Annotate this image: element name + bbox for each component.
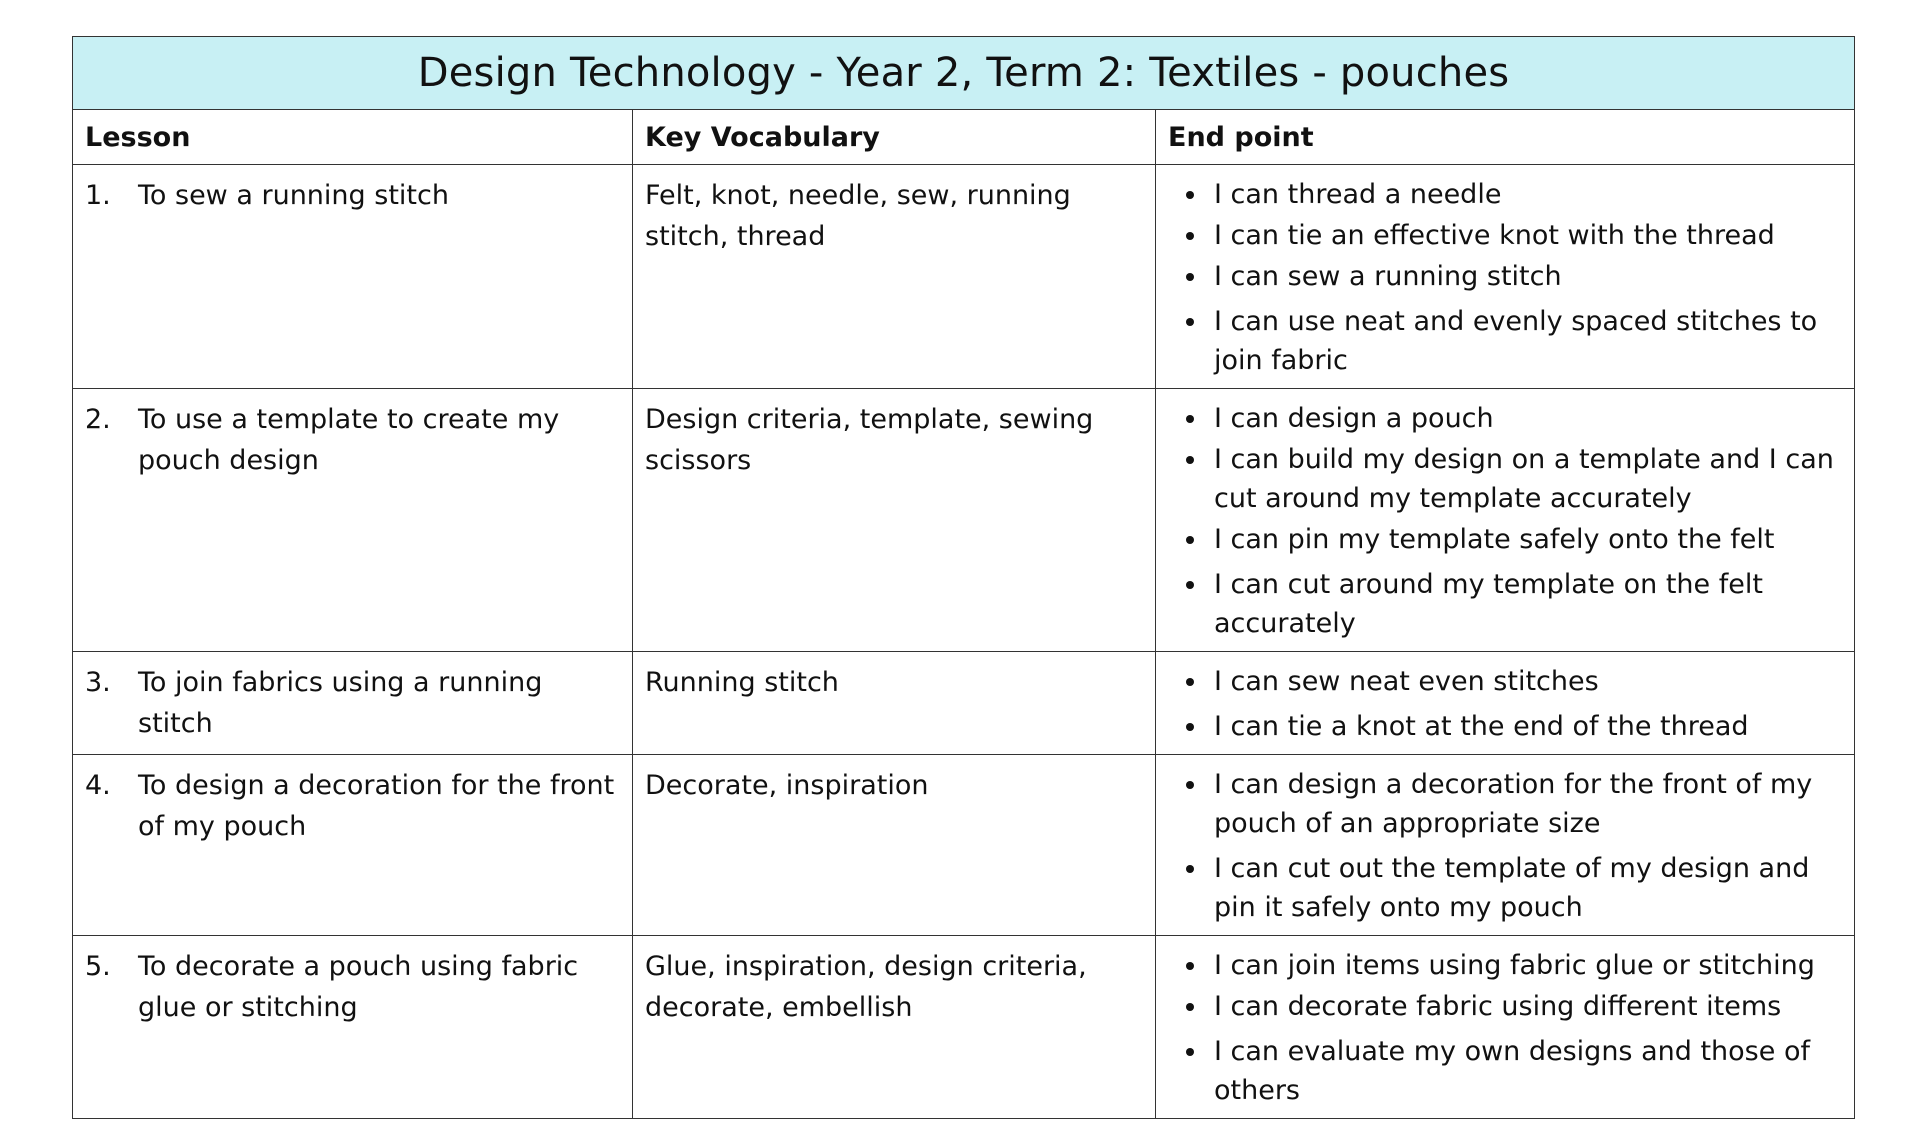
title-row	[73, 37, 1855, 110]
list-item: I can tie a knot at the end of the thread	[1176, 707, 1840, 746]
bullet-icon	[1176, 662, 1214, 701]
list-item: I can use neat and evenly spaced stitches to join fabric	[1176, 302, 1840, 380]
vocabulary-cell: Glue, inspiration, design criteria, decorate, embellish	[633, 936, 1156, 1119]
lesson-cell	[73, 755, 633, 936]
lesson-title: To decorate a pouch using fabric glue or stitching	[138, 951, 579, 1023]
end-point-list	[1176, 765, 1840, 927]
vocabulary-cell: Decorate, inspiration	[633, 755, 1156, 936]
lesson-plan-document	[72, 36, 1854, 1119]
bullet-icon	[1176, 175, 1214, 214]
table-row	[73, 389, 1855, 652]
bullet-icon	[1176, 440, 1214, 518]
lesson-cell	[73, 165, 633, 389]
vocabulary-cell: Running stitch	[633, 652, 1156, 755]
list-item: I can design a pouch	[1176, 399, 1840, 438]
lesson-cell	[73, 936, 633, 1119]
end-point-cell	[1156, 165, 1855, 389]
bullet-icon	[1176, 987, 1214, 1026]
list-item: I can sew neat even stitches	[1176, 662, 1840, 701]
lesson-number: 4.	[85, 770, 111, 801]
table-row	[73, 652, 1855, 755]
lesson-plan-table	[72, 36, 1855, 1119]
lesson-number: 1.	[85, 180, 111, 211]
bullet-icon	[1176, 257, 1214, 296]
list-item: I can tie an effective knot with the thread	[1176, 216, 1840, 255]
table-row	[73, 755, 1855, 936]
bullet-icon	[1176, 399, 1214, 438]
lesson-title: To join fabrics using a running stitch	[138, 667, 543, 739]
end-point-list	[1176, 175, 1840, 380]
vocabulary-column-header: Key Vocabulary	[633, 110, 1156, 165]
end-point-cell	[1156, 755, 1855, 936]
end-point-list	[1176, 662, 1840, 746]
table-row	[73, 936, 1855, 1119]
list-item: I can thread a needle	[1176, 175, 1840, 214]
list-item: I can pin my template safely onto the felt	[1176, 520, 1840, 559]
bullet-icon	[1176, 1032, 1214, 1110]
lesson-number: 3.	[85, 667, 111, 698]
end-point-cell	[1156, 936, 1855, 1119]
lesson-title: To sew a running stitch	[138, 180, 449, 211]
bullet-icon	[1176, 707, 1214, 746]
lesson-cell	[73, 389, 633, 652]
list-item: I can evaluate my own designs and those of others	[1176, 1032, 1840, 1110]
list-item: I can sew a running stitch	[1176, 257, 1840, 296]
list-item: I can cut out the template of my design and pin it safely onto my pouch	[1176, 849, 1840, 927]
lesson-number: 2.	[85, 404, 111, 435]
bullet-icon	[1176, 946, 1214, 985]
table-row	[73, 165, 1855, 389]
lesson-title: To use a template to create my pouch design	[138, 404, 560, 476]
end-point-list	[1176, 946, 1840, 1110]
header-row	[73, 110, 1855, 165]
end-point-cell	[1156, 389, 1855, 652]
list-item: I can build my design on a template and I can cut around my template accurately	[1176, 440, 1840, 518]
list-item: I can design a decoration for the front of my pouch of an appropriate size	[1176, 765, 1840, 843]
list-item: I can decorate fabric using different items	[1176, 987, 1840, 1026]
bullet-icon	[1176, 565, 1214, 643]
list-item: I can cut around my template on the felt accurately	[1176, 565, 1840, 643]
lesson-title: To design a decoration for the front of my pouch	[138, 770, 615, 842]
bullet-icon	[1176, 302, 1214, 380]
end-point-cell	[1156, 652, 1855, 755]
bullet-icon	[1176, 765, 1214, 843]
list-item: I can join items using fabric glue or stitching	[1176, 946, 1840, 985]
lesson-number: 5.	[85, 951, 111, 982]
bullet-icon	[1176, 849, 1214, 927]
end-point-list	[1176, 399, 1840, 643]
vocabulary-cell: Felt, knot, needle, sew, running stitch, thread	[633, 165, 1156, 389]
page-title: Design Technology - Year 2, Term 2: Textiles - pouches	[73, 37, 1855, 110]
bullet-icon	[1176, 216, 1214, 255]
bullet-icon	[1176, 520, 1214, 559]
vocabulary-cell: Design criteria, template, sewing scissors	[633, 389, 1156, 652]
end-point-column-header: End point	[1156, 110, 1855, 165]
lesson-column-header: Lesson	[73, 110, 633, 165]
lesson-cell	[73, 652, 633, 755]
